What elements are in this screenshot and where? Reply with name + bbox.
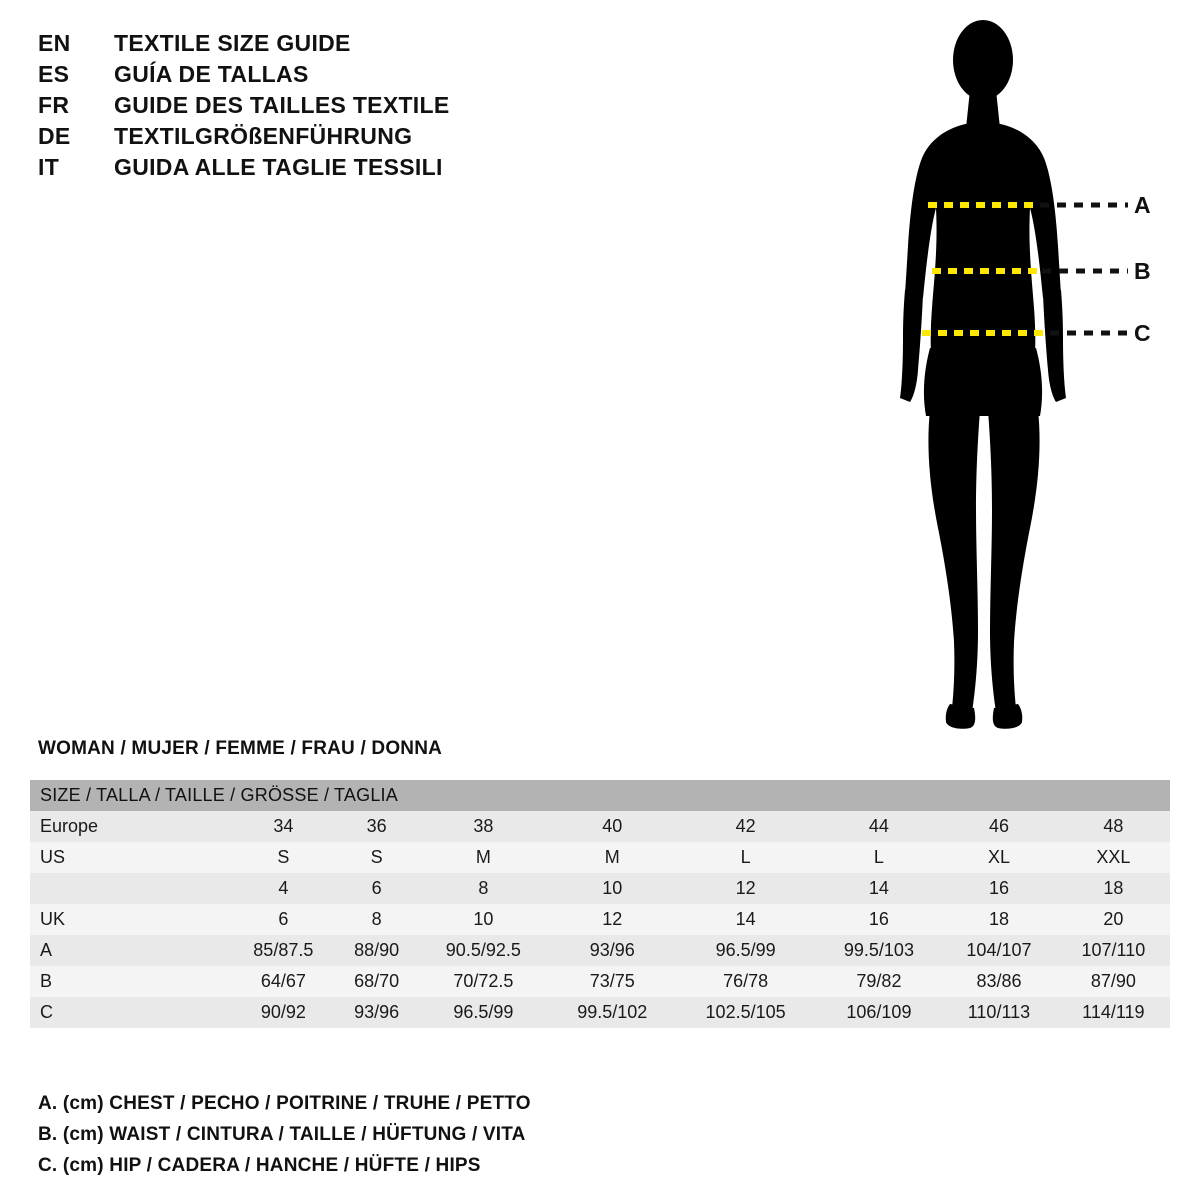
- cell: 12: [550, 904, 674, 935]
- cell: 14: [817, 873, 941, 904]
- table-row: [30, 842, 1170, 873]
- cell: L: [674, 842, 816, 873]
- cell: 90.5/92.5: [417, 935, 550, 966]
- measurement-legend: [38, 1088, 838, 1181]
- cell: 85/87.5: [230, 935, 337, 966]
- table-row: [30, 904, 1170, 935]
- cell: 6: [337, 873, 417, 904]
- legend-line-a: A. (cm) CHEST / PECHO / POITRINE / TRUHE / PETTO: [38, 1093, 531, 1114]
- row-label-c: C: [30, 997, 230, 1028]
- cell: M: [550, 842, 674, 873]
- cell: 104/107: [941, 935, 1057, 966]
- table-row: [30, 873, 1170, 904]
- size-table: [30, 780, 1170, 1028]
- cell: 46: [941, 811, 1057, 842]
- cell: 18: [1057, 873, 1170, 904]
- cell: M: [417, 842, 550, 873]
- row-label-b: B: [30, 966, 230, 997]
- cell: 40: [550, 811, 674, 842]
- cell: 93/96: [337, 997, 417, 1028]
- title-row: [38, 123, 598, 154]
- legend-line-c: C. (cm) HIP / CADERA / HANCHE / HÜFTE / HIPS: [38, 1155, 481, 1176]
- cell: 48: [1057, 811, 1170, 842]
- cell: 106/109: [817, 997, 941, 1028]
- cell: 90/92: [230, 997, 337, 1028]
- cell: 87/90: [1057, 966, 1170, 997]
- title-lang-it: IT: [38, 154, 60, 180]
- section-label-woman: WOMAN / MUJER / FEMME / FRAU / DONNA: [38, 738, 443, 759]
- cell: 38: [417, 811, 550, 842]
- title-lang-fr: FR: [38, 92, 70, 118]
- cell: 14: [674, 904, 816, 935]
- marker-letter-c: C: [1134, 320, 1151, 346]
- title-text-de: TEXTILGRÖßENFÜHRUNG: [114, 123, 413, 149]
- cell: 83/86: [941, 966, 1057, 997]
- cell: 68/70: [337, 966, 417, 997]
- title-text-en: TEXTILE SIZE GUIDE: [114, 30, 351, 56]
- cell: S: [337, 842, 417, 873]
- title-text-fr: GUIDE DES TAILLES TEXTILE: [114, 92, 450, 118]
- cell: 4: [230, 873, 337, 904]
- row-label-a: A: [30, 935, 230, 966]
- title-lang-en: EN: [38, 30, 71, 56]
- cell: 114/119: [1057, 997, 1170, 1028]
- title-block: [38, 30, 598, 185]
- cell: S: [230, 842, 337, 873]
- cell: 79/82: [817, 966, 941, 997]
- cell: L: [817, 842, 941, 873]
- row-label-us: US: [30, 842, 230, 873]
- marker-letter-a: A: [1134, 192, 1151, 218]
- cell: 64/67: [230, 966, 337, 997]
- silhouette-svg: [860, 18, 1190, 748]
- cell: 107/110: [1057, 935, 1170, 966]
- row-label-europe: Europe: [30, 811, 230, 842]
- cell: 8: [417, 873, 550, 904]
- cell: 6: [230, 904, 337, 935]
- title-row: [38, 92, 598, 123]
- legend-line-b: B. (cm) WAIST / CINTURA / TAILLE / HÜFTUNG / VITA: [38, 1124, 526, 1145]
- cell: 96.5/99: [417, 997, 550, 1028]
- cell: 76/78: [674, 966, 816, 997]
- cell: 42: [674, 811, 816, 842]
- cell: 18: [941, 904, 1057, 935]
- table-row: [30, 966, 1170, 997]
- body-silhouette: [900, 20, 1066, 729]
- title-row: [38, 30, 598, 61]
- cell: 16: [817, 904, 941, 935]
- cell: 8: [337, 904, 417, 935]
- cell: 70/72.5: [417, 966, 550, 997]
- cell: 96.5/99: [674, 935, 816, 966]
- table-header-row: [30, 780, 1170, 811]
- cell: 34: [230, 811, 337, 842]
- cell: 99.5/102: [550, 997, 674, 1028]
- cell: 12: [674, 873, 816, 904]
- title-row: [38, 61, 598, 92]
- table-body: [30, 811, 1170, 1028]
- cell: 93/96: [550, 935, 674, 966]
- table-head: [30, 780, 1170, 811]
- table-row: [30, 811, 1170, 842]
- cell: 36: [337, 811, 417, 842]
- cell: 10: [550, 873, 674, 904]
- table-row: [30, 935, 1170, 966]
- title-lang-es: ES: [38, 61, 70, 87]
- title-lang-de: DE: [38, 123, 71, 149]
- row-label-us-numeric: [30, 873, 230, 904]
- cell: 110/113: [941, 997, 1057, 1028]
- marker-letter-b: B: [1134, 258, 1151, 284]
- cell: 10: [417, 904, 550, 935]
- cell: 88/90: [337, 935, 417, 966]
- cell: 20: [1057, 904, 1170, 935]
- row-label-uk: UK: [30, 904, 230, 935]
- cell: 73/75: [550, 966, 674, 997]
- cell: XXL: [1057, 842, 1170, 873]
- female-silhouette-figure: [860, 18, 1190, 748]
- title-text-es: GUÍA DE TALLAS: [114, 61, 309, 87]
- table-row: [30, 997, 1170, 1028]
- cell: 99.5/103: [817, 935, 941, 966]
- table-header-cell: SIZE / TALLA / TAILLE / GRÖSSE / TAGLIA: [30, 780, 1170, 811]
- title-row: [38, 154, 598, 185]
- cell: 16: [941, 873, 1057, 904]
- cell: 44: [817, 811, 941, 842]
- cell: 102.5/105: [674, 997, 816, 1028]
- title-text-it: GUIDA ALLE TAGLIE TESSILI: [114, 154, 443, 180]
- cell: XL: [941, 842, 1057, 873]
